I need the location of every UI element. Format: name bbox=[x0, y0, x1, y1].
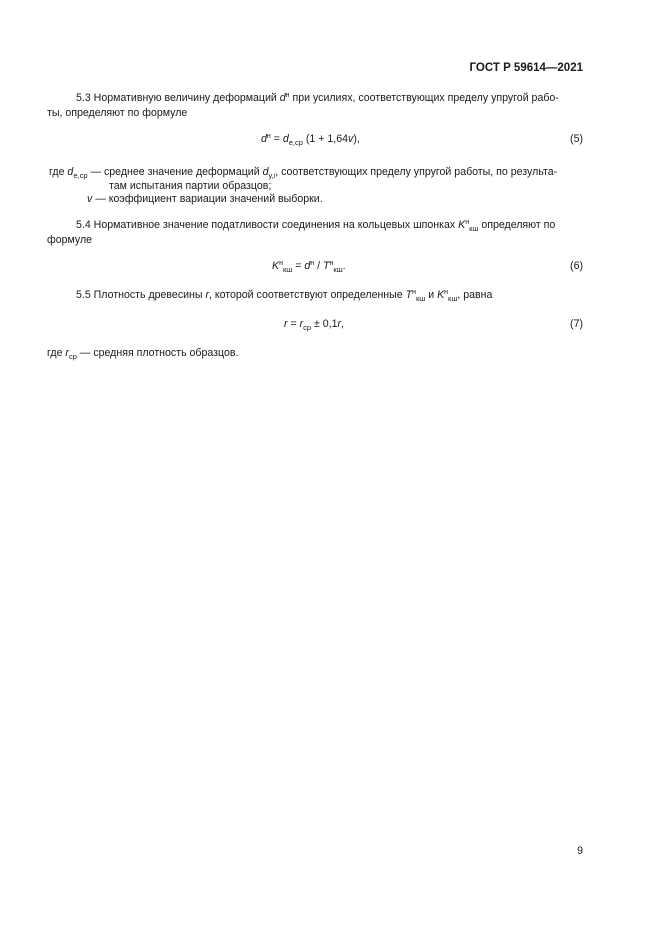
text: ± 0,1 bbox=[311, 318, 338, 330]
subscript-y: у bbox=[268, 171, 272, 180]
text: где bbox=[49, 166, 68, 178]
where-5-line-2: там испытания партии образцов; bbox=[109, 180, 272, 192]
clause-5-3-line-2: ты, определяют по формуле bbox=[47, 107, 188, 119]
equals: = bbox=[292, 260, 305, 272]
text: и bbox=[425, 289, 438, 301]
text: определяют по bbox=[478, 219, 556, 231]
symbol-d: d bbox=[261, 133, 267, 145]
superscript-n: н bbox=[279, 260, 283, 267]
clause-5-4-line-1 bbox=[76, 219, 555, 231]
document-header: ГОСТ Р 59614—2021 bbox=[469, 62, 583, 74]
symbol-r: r bbox=[337, 318, 342, 330]
superscript-n: н bbox=[266, 133, 271, 140]
symbol-t: T bbox=[405, 289, 413, 301]
superscript-n: н bbox=[310, 260, 315, 267]
symbol-v: v bbox=[87, 193, 93, 205]
symbol-r: r bbox=[299, 318, 304, 330]
subscript-sr: ср bbox=[303, 323, 312, 332]
symbol-r: r bbox=[205, 289, 209, 301]
symbol-d: d bbox=[304, 260, 311, 272]
subscript-ksh: кш bbox=[469, 224, 479, 233]
subscript-ksh: кш bbox=[448, 294, 458, 303]
symbol-k: K bbox=[272, 260, 280, 272]
text: — средняя плотность образцов. bbox=[76, 347, 239, 359]
formula-5 bbox=[261, 133, 360, 145]
symbol-t: T bbox=[322, 260, 330, 272]
where-7-line bbox=[47, 347, 238, 359]
symbol-r: r bbox=[65, 347, 69, 359]
symbol-d: d bbox=[279, 92, 286, 104]
subscript-ksh: кш bbox=[282, 265, 293, 274]
equals: = bbox=[287, 318, 300, 330]
symbol-d: d bbox=[282, 133, 289, 145]
clause-5-5-line-1 bbox=[76, 289, 492, 301]
formula-6 bbox=[272, 260, 346, 272]
superscript-n: н bbox=[285, 92, 290, 99]
formula-5-number: (5) bbox=[570, 133, 583, 145]
superscript-n: н bbox=[465, 219, 470, 226]
page-number: 9 bbox=[577, 845, 583, 857]
symbol-d: d bbox=[262, 166, 269, 178]
symbol-k: K bbox=[437, 289, 445, 301]
text: 5.4 Нормативное значение податливости соединения на кольцевых шпонках bbox=[76, 219, 459, 231]
text: ), bbox=[353, 133, 360, 145]
superscript-n: н bbox=[444, 289, 449, 296]
subscript-e-sr: e,ср bbox=[288, 138, 303, 147]
superscript-n: н bbox=[329, 260, 334, 267]
formula-6-number: (6) bbox=[570, 260, 583, 272]
symbol-d: d bbox=[67, 166, 74, 178]
text: , соответствующих пределу упругой работы, по результа- bbox=[275, 166, 558, 178]
symbol-k: K bbox=[458, 219, 466, 231]
text: — коэффициент вариации значений выборки. bbox=[92, 193, 323, 205]
slash: / bbox=[314, 260, 323, 272]
subscript-e-sr: e,ср bbox=[73, 171, 88, 180]
text: (1 + 1,64 bbox=[302, 133, 349, 145]
text: , которой соответствуют определенные bbox=[208, 289, 406, 301]
text: 5.5 Плотность древесины bbox=[76, 289, 206, 301]
text: где bbox=[47, 347, 66, 359]
subscript-ksh: кш bbox=[333, 265, 343, 274]
formula-7 bbox=[284, 318, 344, 330]
symbol-r: r bbox=[284, 318, 288, 330]
where-5-line-1: где $d_{e,ср}$ — среднее значение деформаций $d_{у,i}$, соответствующих пределу упругой работы, по результа- bbox=[49, 166, 558, 180]
subscript-ksh: кш bbox=[415, 294, 426, 303]
where-5-line-3 bbox=[87, 193, 323, 205]
formula-7-number: (7) bbox=[570, 318, 583, 330]
text: при усилиях, соответствующих пределу упругой рабо- bbox=[289, 92, 559, 104]
text: , равна bbox=[457, 289, 493, 301]
text: . bbox=[342, 260, 346, 272]
superscript-n: н bbox=[412, 289, 416, 296]
clause-5-4-line-2: формуле bbox=[47, 234, 93, 246]
text: , bbox=[341, 318, 344, 330]
clause-5-3-line-1 bbox=[76, 92, 559, 104]
text: 5.3 Нормативную величину деформаций bbox=[76, 92, 280, 104]
equals: = bbox=[270, 133, 283, 145]
text: — среднее значение деформаций bbox=[87, 166, 263, 178]
subscript-sr: ср bbox=[68, 352, 77, 361]
symbol-v: v bbox=[348, 133, 354, 145]
subscript-i: i bbox=[273, 171, 276, 180]
